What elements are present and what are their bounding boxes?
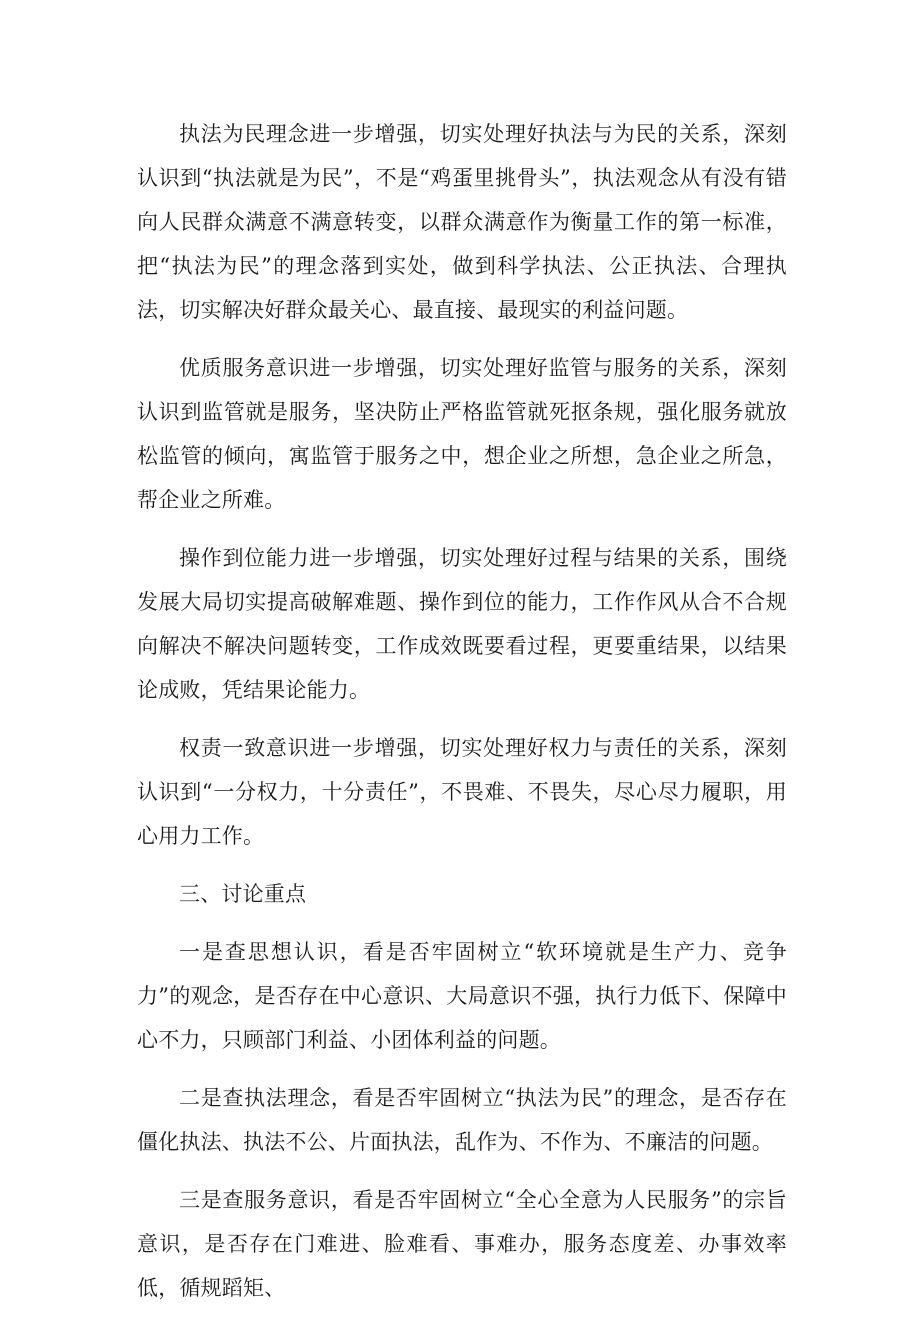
paragraph-check-thinking: 一是查思想认识，看是否牢固树立“软环境就是生产力、竞争力”的观念，是否存在中心意识、大局意识不强，执行力低下、保障中心不力，只顾部门利益、小团体利益的问题。: [137, 940, 787, 1052]
paragraph-operation-capability: 操作到位能力进一步增强，切实处理好过程与结果的关系，围绕发展大局切实提高破解难题、操作到位的能力，工作作风从合不合规向解决不解决问题转变，工作成效既要看过程，更要重结果，以结果论成败，凭结果论能力。: [137, 546, 787, 702]
section-heading-discussion-focus: 三、讨论重点: [179, 882, 307, 906]
paragraph-check-service-awareness: 三是查服务意识，看是否牢固树立“全心全意为人民服务”的宗旨意识，是否存在门难进、脸难看、事难办，服务态度差、办事效率低，循规蹈矩、: [137, 1188, 787, 1300]
paragraph-quality-service: 优质服务意识进一步增强，切实处理好监管与服务的关系，深刻认识到监管就是服务，坚决防止严格监管就死抠条规，强化服务就放松监管的倾向，寓监管于服务之中，想企业之所想，急企业之所急，帮企业之所难。: [137, 356, 787, 512]
paragraph-check-enforcement-philosophy: 二是查执法理念，看是否牢固树立“执法为民”的理念，是否存在僵化执法、执法不公、片面执法，乱作为、不作为、不廉洁的问题。: [137, 1086, 787, 1154]
document-body: [137, 112, 787, 1324]
paragraph-power-responsibility: 权责一致意识进一步增强，切实处理好权力与责任的关系，深刻认识到“一分权力，十分责任”，不畏难、不畏失，尽心尽力履职，用心用力工作。: [137, 736, 787, 848]
paragraph-law-enforcement-for-people: 执法为民理念进一步增强，切实处理好执法与为民的关系，深刻认识到“执法就是为民”，不是“鸡蛋里挑骨头”，执法观念从有没有错向人民群众满意不满意转变，以群众满意作为衡量工作的第一标准，把“执法为民”的理念落到实处，做到科学执法、公正执法、合理执法，切实解决好群众最关心、最直接、最现实的利益问题。: [137, 122, 787, 322]
